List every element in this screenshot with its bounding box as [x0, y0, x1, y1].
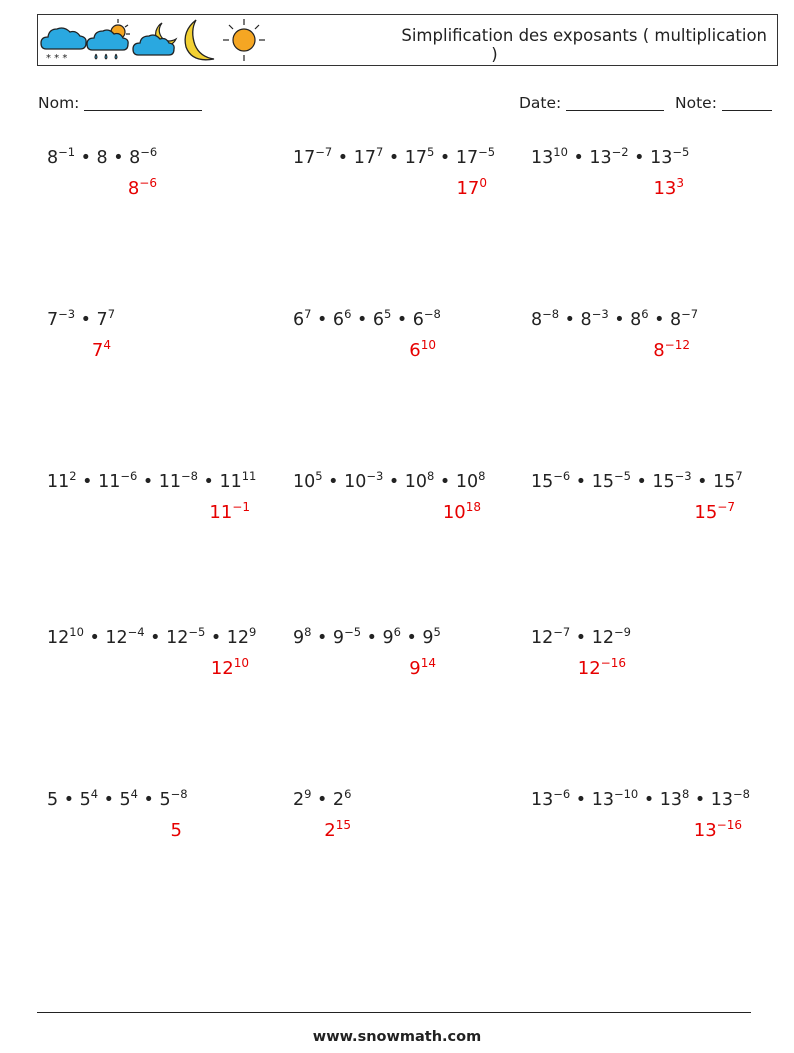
footer-url: www.snowmath.com — [312, 1029, 482, 1045]
term-base: 10 — [344, 472, 367, 492]
term-exponent: −3 — [674, 469, 692, 483]
term-exponent: −2 — [611, 145, 629, 159]
note-blank — [722, 110, 772, 111]
term-base: 6 — [293, 310, 305, 330]
term-exponent: 8 — [681, 787, 690, 801]
term-exponent: 8 — [304, 625, 312, 639]
problem-expression — [531, 787, 750, 810]
term-base: 17 — [353, 148, 376, 168]
term-exponent: 5 — [433, 625, 441, 639]
term-exponent: −5 — [478, 145, 496, 159]
term-exponent: −1 — [58, 145, 76, 159]
term-exponent: 7 — [107, 307, 116, 321]
term-base: 12 — [531, 628, 554, 648]
term-exponent: −5 — [613, 469, 631, 483]
term-exponent: 10 — [553, 145, 568, 159]
answer-base: 5 — [170, 820, 182, 841]
term-base: 12 — [105, 628, 128, 648]
answer-exponent: 0 — [479, 176, 487, 190]
problem-expression — [47, 787, 188, 810]
answer — [324, 820, 351, 841]
multiply-operator: • — [434, 148, 456, 168]
note-field — [675, 94, 772, 112]
problem-expression — [293, 787, 352, 810]
term-base: 6 — [412, 310, 424, 330]
term-exponent: −6 — [553, 469, 571, 483]
term-base: 2 — [332, 790, 345, 810]
answer-exponent: 18 — [465, 500, 481, 514]
answer-exponent: 14 — [420, 656, 436, 670]
answer-base: 2 — [324, 820, 336, 841]
svg-text:* * *: * * * — [46, 53, 68, 63]
term-base: 15 — [713, 472, 736, 492]
answer-base: 7 — [91, 340, 104, 361]
term-exponent: 9 — [249, 625, 257, 639]
note-label: Note: — [675, 94, 717, 112]
term-base: 10 — [404, 472, 428, 492]
term-base: 8 — [630, 310, 642, 330]
term-exponent: −8 — [181, 469, 198, 483]
multiply-operator: • — [383, 148, 405, 168]
term-base: 17 — [293, 148, 316, 168]
term-base: 12 — [226, 628, 250, 648]
moon-cloud-icon — [132, 17, 178, 63]
answer-base: 9 — [409, 658, 421, 679]
answer-base: 12 — [577, 658, 601, 679]
term-base: 11 — [47, 472, 70, 492]
term-exponent: −7 — [681, 307, 699, 321]
problem-expression — [47, 625, 257, 648]
term-exponent: 5 — [383, 307, 392, 321]
term-base: 13 — [591, 790, 614, 810]
answer-exponent: −1 — [232, 500, 250, 514]
term-exponent: −5 — [672, 145, 690, 159]
answer-exponent: −12 — [664, 338, 690, 352]
answer — [92, 340, 111, 361]
answer-exponent: −6 — [139, 176, 157, 190]
term-base: 13 — [659, 790, 682, 810]
answer — [409, 340, 436, 361]
term-exponent: 4 — [130, 787, 138, 801]
term-exponent: 7 — [375, 145, 384, 159]
name-blank — [84, 110, 202, 111]
problem-expression — [293, 307, 441, 330]
term-exponent: −9 — [613, 625, 631, 639]
term-exponent: 6 — [344, 307, 352, 321]
multiply-operator: • — [58, 790, 80, 810]
term-base: 12 — [591, 628, 614, 648]
term-base: 5 — [47, 790, 59, 810]
term-exponent: −3 — [591, 307, 609, 321]
term-base: 11 — [219, 472, 242, 492]
answer — [456, 178, 487, 199]
answer-base: 13 — [653, 178, 677, 199]
problem-expression — [47, 307, 116, 330]
term-exponent: 9 — [304, 787, 312, 801]
term-exponent: −6 — [553, 787, 571, 801]
multiply-operator: • — [311, 790, 333, 810]
term-base: 9 — [382, 628, 394, 648]
multiply-operator: • — [400, 628, 423, 648]
term-base: 12 — [47, 628, 70, 648]
problem-expression — [531, 469, 743, 492]
answer-base: 11 — [209, 502, 233, 523]
problem-expression — [293, 145, 496, 168]
term-base: 5 — [119, 790, 131, 810]
term-exponent: 6 — [641, 307, 649, 321]
term-exponent: 5 — [427, 145, 435, 159]
multiply-operator: • — [351, 310, 373, 330]
answer-exponent: −7 — [717, 500, 735, 514]
answer — [128, 178, 157, 199]
term-exponent: −8 — [542, 307, 560, 321]
multiply-operator: • — [383, 472, 405, 492]
answer — [653, 340, 690, 361]
answer-base: 17 — [456, 178, 480, 199]
date-blank — [566, 110, 664, 111]
problem-expression — [47, 145, 158, 168]
answer — [409, 658, 436, 679]
answer-base: 6 — [409, 340, 421, 361]
answer — [443, 502, 481, 523]
multiply-operator: • — [75, 310, 97, 330]
multiply-operator: • — [567, 148, 590, 168]
worksheet-title — [387, 26, 767, 64]
rain-sun-cloud-icon — [86, 17, 132, 63]
multiply-operator: • — [332, 148, 354, 168]
term-exponent: 6 — [393, 625, 401, 639]
title-line-1: Simplification des exposants ( multiplication — [401, 26, 767, 45]
sun-icon — [220, 17, 268, 63]
multiply-operator: • — [98, 790, 120, 810]
term-exponent: 4 — [90, 787, 99, 801]
term-exponent: −3 — [58, 307, 76, 321]
term-base: 13 — [650, 148, 673, 168]
multiply-operator: • — [434, 472, 456, 492]
term-base: 15 — [531, 472, 554, 492]
multiply-operator: • — [137, 790, 160, 810]
answer-exponent: −16 — [716, 818, 742, 832]
term-base: 13 — [531, 148, 554, 168]
term-exponent: −8 — [170, 787, 188, 801]
answer-base: 13 — [693, 820, 717, 841]
multiply-operator: • — [691, 472, 714, 492]
term-exponent: −3 — [366, 469, 384, 483]
answer-base: 15 — [694, 502, 718, 523]
term-base: 8 — [670, 310, 682, 330]
term-base: 2 — [293, 790, 305, 810]
term-exponent: −7 — [315, 145, 333, 159]
term-base: 8 — [531, 310, 543, 330]
answer-exponent: 4 — [103, 338, 111, 352]
term-base: 8 — [47, 148, 59, 168]
term-base: 10 — [455, 472, 479, 492]
problem-expression — [531, 145, 690, 168]
term-base: 9 — [293, 628, 305, 648]
term-exponent: −8 — [733, 787, 750, 801]
worksheet-header — [37, 14, 778, 66]
name-field — [38, 94, 202, 112]
answer — [578, 658, 626, 679]
answer-base: 8 — [653, 340, 665, 361]
problem-expression — [531, 625, 631, 648]
multiply-operator: • — [76, 472, 99, 492]
term-base: 8 — [129, 148, 141, 168]
term-exponent: −6 — [140, 145, 158, 159]
multiply-operator: • — [648, 310, 671, 330]
problem-expression — [531, 307, 699, 330]
term-base: 17 — [455, 148, 479, 168]
answer-exponent: −16 — [600, 656, 626, 670]
multiply-operator: • — [197, 472, 220, 492]
answer-exponent: 3 — [676, 176, 684, 190]
answer — [211, 658, 249, 679]
multiply-operator: • — [144, 628, 167, 648]
term-base: 6 — [332, 310, 345, 330]
multiply-operator: • — [311, 628, 333, 648]
problem-expression — [293, 625, 441, 648]
term-base: 8 — [96, 148, 108, 168]
moon-icon — [178, 17, 220, 65]
snow-cloud-icon — [40, 17, 88, 63]
answer — [694, 820, 742, 841]
multiply-operator: • — [608, 310, 631, 330]
title-line-2: ) — [491, 45, 498, 64]
term-base: 9 — [332, 628, 345, 648]
term-base: 13 — [710, 790, 734, 810]
term-base: 13 — [531, 790, 554, 810]
term-exponent: 7 — [735, 469, 743, 483]
term-exponent: −10 — [613, 787, 639, 801]
multiply-operator: • — [570, 628, 592, 648]
term-exponent: −7 — [553, 625, 571, 639]
term-exponent: 7 — [304, 307, 312, 321]
term-exponent: −8 — [423, 307, 441, 321]
term-base: 15 — [591, 472, 614, 492]
multiply-operator: • — [628, 148, 651, 168]
answer-exponent: 10 — [233, 656, 249, 670]
term-exponent: −4 — [127, 625, 145, 639]
multiply-operator: • — [322, 472, 345, 492]
answer — [653, 178, 684, 199]
multiply-operator: • — [107, 148, 130, 168]
term-exponent: 2 — [69, 469, 77, 483]
term-exponent: 10 — [69, 625, 84, 639]
multiply-operator: • — [391, 310, 413, 330]
answer-base: 12 — [210, 658, 234, 679]
term-exponent: −5 — [344, 625, 362, 639]
multiply-operator: • — [75, 148, 97, 168]
term-base: 6 — [372, 310, 384, 330]
term-exponent: 8 — [427, 469, 435, 483]
term-base: 17 — [404, 148, 428, 168]
multiply-operator: • — [559, 310, 581, 330]
multiply-operator: • — [630, 472, 653, 492]
answer-exponent: 15 — [335, 818, 351, 832]
multiply-operator: • — [638, 790, 660, 810]
problem-expression — [47, 469, 257, 492]
answer — [209, 502, 250, 523]
multiply-operator: • — [570, 472, 592, 492]
multiply-operator: • — [361, 628, 383, 648]
term-base: 7 — [96, 310, 108, 330]
term-base: 11 — [158, 472, 182, 492]
term-base: 11 — [98, 472, 121, 492]
term-base: 13 — [589, 148, 612, 168]
term-exponent: −6 — [120, 469, 138, 483]
term-exponent: −5 — [188, 625, 206, 639]
multiply-operator: • — [205, 628, 227, 648]
term-exponent: 8 — [478, 469, 486, 483]
answer-base: 8 — [127, 178, 140, 199]
multiply-operator: • — [311, 310, 333, 330]
term-exponent: 6 — [344, 787, 352, 801]
term-base: 10 — [293, 472, 316, 492]
term-exponent: 11 — [241, 469, 257, 483]
term-base: 9 — [422, 628, 434, 648]
term-base: 12 — [166, 628, 189, 648]
date-label: Date: — [519, 94, 562, 112]
answer — [694, 502, 735, 523]
answer-exponent: 10 — [420, 338, 436, 352]
term-base: 5 — [79, 790, 91, 810]
term-base: 7 — [47, 310, 59, 330]
multiply-operator: • — [137, 472, 159, 492]
name-label: Nom: — [38, 94, 80, 112]
answer-base: 10 — [442, 502, 466, 523]
term-base: 5 — [159, 790, 171, 810]
multiply-operator: • — [570, 790, 592, 810]
footer-divider — [37, 1012, 751, 1013]
term-base: 8 — [580, 310, 592, 330]
date-field — [519, 94, 664, 112]
multiply-operator: • — [689, 790, 711, 810]
term-base: 15 — [652, 472, 675, 492]
problem-expression — [293, 469, 486, 492]
answer — [171, 820, 182, 841]
term-exponent: 5 — [315, 469, 323, 483]
multiply-operator: • — [83, 628, 106, 648]
